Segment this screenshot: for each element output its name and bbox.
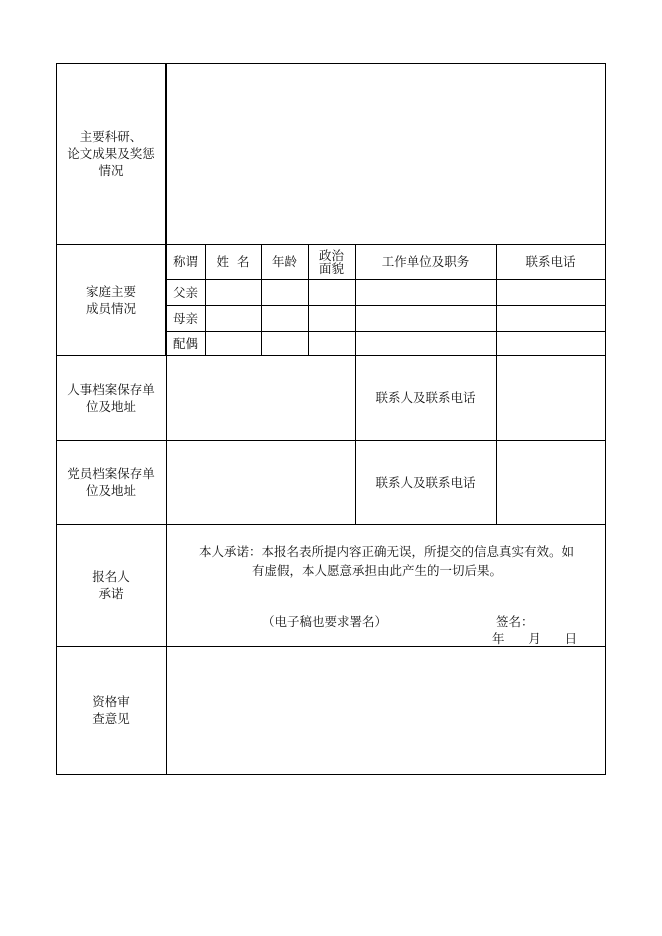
row-mother: 母亲	[172, 310, 198, 326]
pledge-label: 报名人 承诺	[92, 569, 130, 601]
personnel-contact-field[interactable]	[497, 356, 605, 440]
party-contact-field[interactable]	[497, 441, 605, 524]
header-employer-position: 工作单位及职务	[381, 254, 470, 269]
header-name: 姓 名	[216, 254, 250, 269]
header-phone: 联系电话	[525, 254, 576, 269]
date-label: 年 月 日	[492, 631, 578, 646]
signature-label: 签名：	[496, 614, 534, 629]
personnel-archive-label: 人事档案保存单 位及地址	[67, 381, 155, 414]
party-archive-field[interactable]	[167, 441, 355, 524]
party-archive-label: 党员档案保存单 位及地址	[67, 466, 155, 498]
pledge-text-line1: 本人承诺：本报名表所提内容正确无误，所提交的信息真实有效。如	[199, 544, 575, 559]
research-label: 主要科研、 论文成果及奖惩 情况	[67, 129, 155, 178]
header-age: 年龄	[271, 254, 297, 269]
personnel-contact-label: 联系人及联系电话	[375, 390, 476, 405]
electronic-signature-note: （电子稿也要求署名）	[262, 614, 388, 629]
review-label: 资格审 查意见	[92, 694, 130, 726]
family-label: 家庭主要 成员情况	[85, 283, 136, 316]
pledge-text-line2: 有虚假，本人愿意承担由此产生的一切后果。	[252, 563, 503, 578]
review-field[interactable]	[167, 647, 605, 774]
party-contact-label: 联系人及联系电话	[375, 474, 476, 490]
research-field[interactable]	[167, 64, 605, 244]
row-father: 父亲	[172, 284, 198, 300]
row-spouse: 配偶	[172, 335, 198, 351]
header-political-status: 政治 面貌	[318, 247, 344, 276]
header-relation: 称谓	[172, 254, 198, 269]
personnel-archive-field[interactable]	[167, 356, 355, 440]
